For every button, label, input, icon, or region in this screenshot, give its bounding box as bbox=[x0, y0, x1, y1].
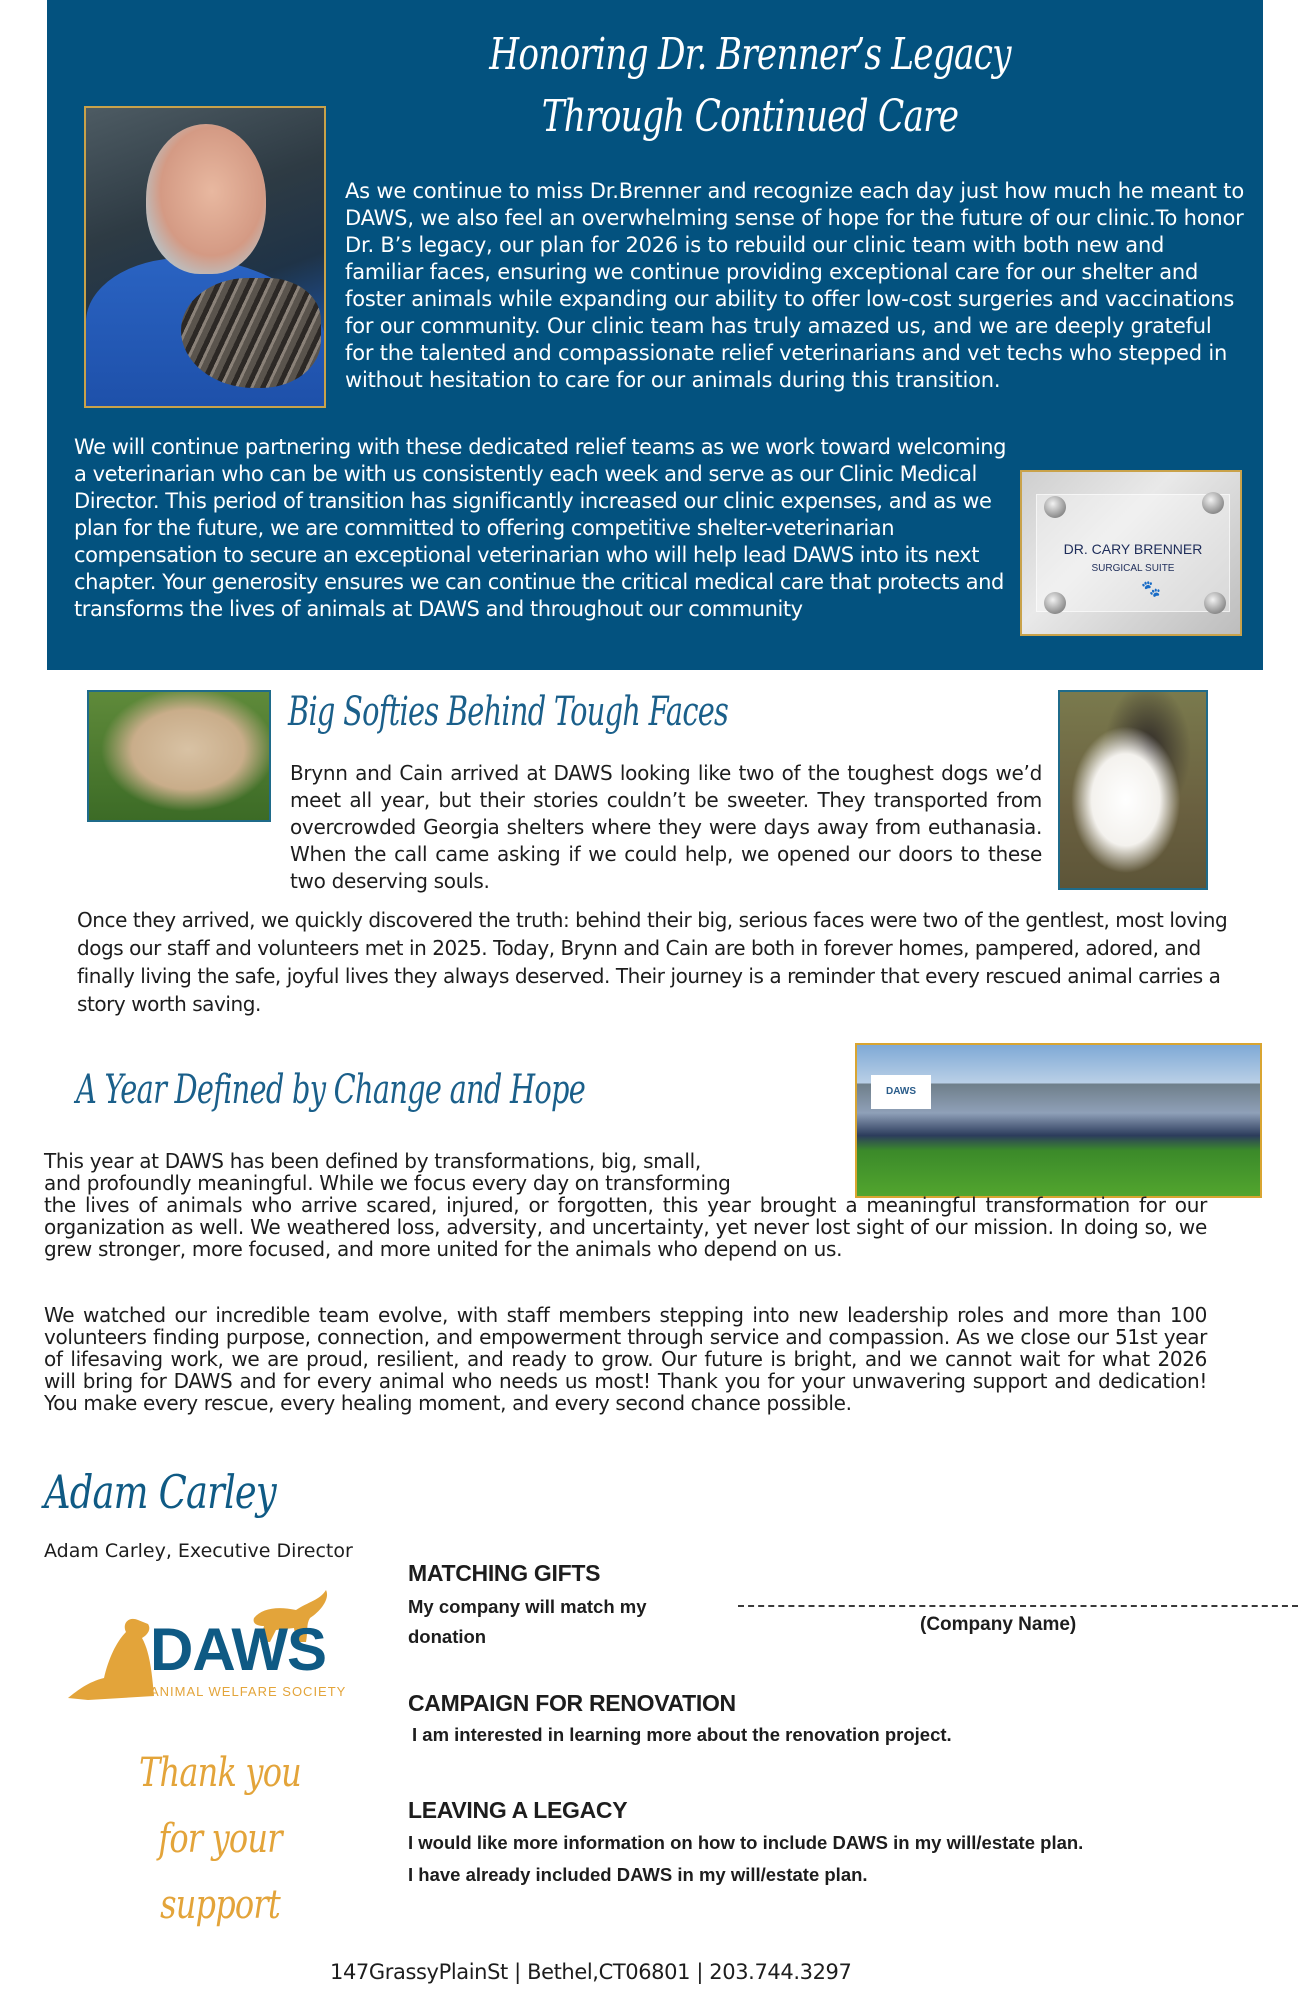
standoff-screw-icon bbox=[1044, 592, 1066, 614]
logo-subtitle: ANIMAL WELFARE SOCIETY bbox=[150, 1684, 347, 1699]
year-paragraph-1 bbox=[44, 1150, 1207, 1260]
hero-paragraph-1: As we continue to miss Dr.Brenner and recognize each day just how much he meant to DAWS, we also feel an overwhelming sense of hope for the future of our clinic.To honor Dr. B’s legacy, our plan for 2026 is to rebuild our clinic team with both new and familiar faces, ensuring we continue providing exceptional care for our shelter and foster animals while expanding our ability to offer low-cost surgeries and vaccinations for our community. Our clinic team has truly amazed us, and we are deeply grateful for the talented and compassionate relief veterinarians and vet techs who stepped in without hesitation to care for our animals during this transition. bbox=[345, 179, 1244, 392]
company-name-field[interactable] bbox=[738, 1605, 1298, 1607]
renovation-heading: CAMPAIGN FOR RENOVATION bbox=[408, 1690, 736, 1716]
surgical-suite-plaque-photo bbox=[1020, 470, 1242, 636]
plaque-name: DR. CARY BRENNER bbox=[1063, 541, 1203, 557]
softies-title: Big Softies Behind Tough Faces bbox=[288, 689, 729, 735]
year-paragraph-1-line1: This year at DAWS has been defined by transformations, big, small, bbox=[44, 1149, 701, 1173]
signature-caption: Adam Carley, Executive Director bbox=[44, 1540, 353, 1562]
year-paragraph-2: We watched our incredible team evolve, with staff members stepping into new leadership roles and more than 100 volunteers finding purpose, connection, and empowerment through service and compassion. As we close our 51st year of lifesaving work, we are proud, resilient, and ready to grow. Our future is bright, and we cannot wait for what 2026 will bring for DAWS and for every animal who needs us most! Thank you for your unwavering support and dedication! You make every rescue, every healing moment, and every second chance possible. bbox=[44, 1303, 1207, 1415]
photo-face bbox=[146, 124, 266, 274]
logo-wordmark: DAWS bbox=[150, 1616, 326, 1683]
brynn-dog-photo bbox=[87, 690, 271, 822]
matching-gifts-label-line2: donation bbox=[408, 1626, 487, 1647]
standoff-screw-icon bbox=[1202, 492, 1224, 514]
hero-title-line2: Through Continued Care bbox=[541, 91, 959, 142]
matching-gifts-heading: MATCHING GIFTS bbox=[408, 1560, 601, 1586]
year-title: A Year Defined by Change and Hope bbox=[76, 1067, 586, 1113]
building-sign: DAWS bbox=[871, 1075, 931, 1109]
hero-paragraph-2: We will continue partnering with these dedicated relief teams as we work toward welcoming a veterinarian who can be with us consistently each week and serve as our Clinic Medical Director. This period of transition has significantly increased our clinic expenses, and as we plan for the future, we are committed to offering competitive shelter-veterinarian compensation to secure an exceptional veterinarian who will help lead DAWS into its next chapter. Your generosity ensures we can continue the critical medical care that protects and transforms the lives of animals at DAWS and throughout our community bbox=[74, 435, 1006, 621]
thank-you-line3: support bbox=[160, 1882, 280, 1928]
footer-address: 147GrassyPlainSt | Bethel,CT06801 | 203.744.3297 bbox=[330, 1960, 852, 1984]
standoff-screw-icon bbox=[1044, 496, 1066, 518]
thank-you-line2: for your bbox=[158, 1816, 282, 1862]
renovation-option[interactable]: I am interested in learning more about the renovation project. bbox=[412, 1724, 952, 1745]
softies-paragraph-2: Once they arrived, we quickly discovered the truth: behind their big, serious faces were two of the gentlest, most loving dogs our staff and volunteers met in 2025. Today, Brynn and Cain are both in forever homes, pampered, adored, and finally living the safe, joyful lives they always deserved. Their journey is a reminder that every rescued animal carries a story worth saving. bbox=[77, 908, 1228, 1016]
hero-title-line1: Honoring Dr. Brenner’s Legacy bbox=[489, 29, 1011, 80]
cain-dog-photo bbox=[1058, 690, 1208, 890]
photo-kitten bbox=[181, 278, 321, 388]
plaque-glass bbox=[1036, 494, 1230, 612]
year-paragraph-1-rest: the lives of animals who arrive scared, injured, or forgotten, this year brought a meaningful transformation for our organization as well. We weathered loss, adversity, and uncertainty, yet never lost sight of our mission. In doing so, we grew stronger, more focused, and more united for the animals who depend on us. bbox=[44, 1193, 1207, 1261]
thank-you-note bbox=[128, 1740, 312, 1938]
legacy-heading: LEAVING A LEGACY bbox=[408, 1797, 628, 1823]
paw-icon: 🐾 bbox=[1141, 579, 1161, 598]
signature: Adam Carley bbox=[44, 1465, 276, 1519]
plaque-subtitle: SURGICAL SUITE bbox=[1091, 563, 1175, 574]
legacy-option-already-included[interactable]: I have already included DAWS in my will/estate plan. bbox=[408, 1864, 868, 1885]
daws-logo bbox=[58, 1590, 368, 1710]
dr-brenner-photo bbox=[84, 106, 326, 408]
year-paragraph-1-line2: and profoundly meaningful. While we focus every day on transforming bbox=[44, 1171, 731, 1195]
company-name-label: (Company Name) bbox=[920, 1614, 1077, 1635]
legacy-option-more-info[interactable]: I would like more information on how to include DAWS in my will/estate plan. bbox=[408, 1832, 1084, 1853]
matching-gifts-label bbox=[408, 1592, 647, 1652]
standoff-screw-icon bbox=[1204, 592, 1226, 614]
thank-you-line1: Thank you bbox=[139, 1750, 301, 1796]
matching-gifts-label-line1: My company will match my bbox=[408, 1596, 647, 1617]
softies-paragraph-1: Brynn and Cain arrived at DAWS looking like two of the toughest dogs we’d meet all year, but their stories couldn’t be sweeter. They transported from overcrowded Georgia shelters where they were days away from euthanasia. When the call came asking if we could help, we opened our doors to these two deserving souls. bbox=[290, 761, 1042, 893]
hero-title bbox=[477, 22, 1023, 150]
